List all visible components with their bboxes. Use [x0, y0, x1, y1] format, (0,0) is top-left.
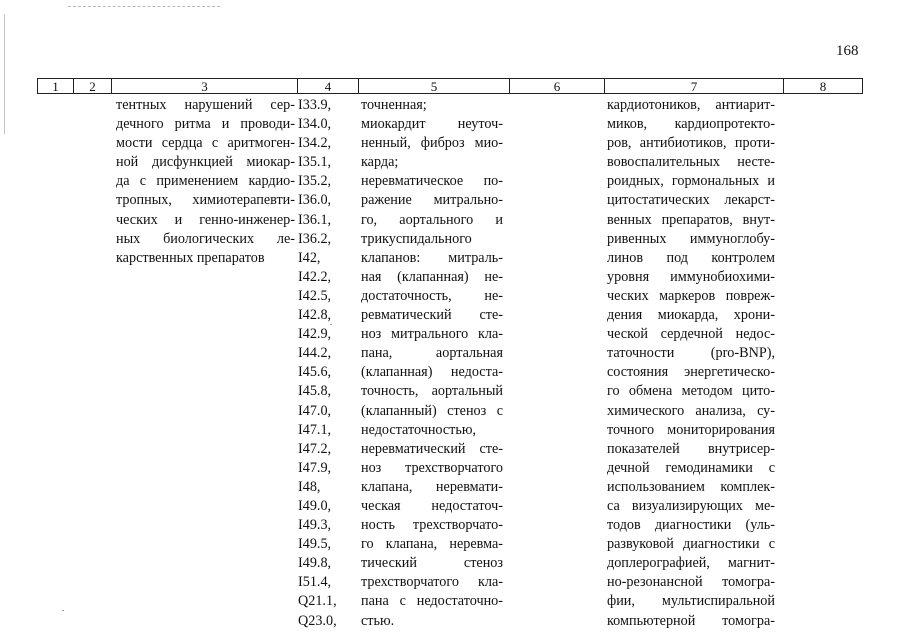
icd-code: I48, [298, 478, 321, 495]
icd-code: I47.0, [298, 402, 332, 419]
icd-code: I49.5, [298, 536, 332, 553]
text-line: клапана, неревмати- [361, 478, 503, 495]
icd-code: I33.9, [298, 97, 332, 113]
text-line: ров, антибиотиков, проти- [607, 135, 775, 152]
header-cell-7: 7 [605, 79, 784, 93]
icd-code: I34.0, [298, 116, 332, 133]
header-cell-2: 2 [74, 79, 112, 93]
column-3-text [116, 96, 295, 268]
text-line: роидных, гормональных и [607, 173, 775, 190]
text-line: венных препаратов, внут- [607, 211, 775, 228]
scan-left-edge [4, 14, 5, 134]
text-line: ческих маркеров повреж- [607, 287, 775, 304]
icd-code: I47.9, [298, 459, 332, 476]
scan-speck [62, 610, 64, 611]
text-line: развуковой диагностики с [607, 536, 775, 553]
icd-code: I47.1, [298, 421, 332, 438]
text-line: ненный, фиброз мио- [361, 135, 503, 152]
text-line: вовоспалительных несте- [607, 154, 775, 171]
text-line: достаточность, не- [361, 287, 503, 304]
text-line: са визуализирующих ме- [607, 497, 775, 514]
icd-code: I36.1, [298, 211, 332, 228]
text-line: ческой сердечной недос- [607, 326, 775, 343]
text-line: точненная; [361, 97, 427, 113]
text-line: неревматическое по- [361, 173, 503, 190]
text-line: ривенных иммуноглобу- [607, 230, 775, 247]
icd-code: I45.6, [298, 364, 332, 381]
text-line: тентных нарушений сер- [116, 97, 295, 113]
column-7-text [607, 96, 775, 631]
icd-code: I35.2, [298, 173, 332, 190]
icd-code: I44.2, [298, 345, 332, 362]
icd-code: I42.2, [298, 268, 332, 285]
text-line: дечного ритма и проводи- [116, 116, 295, 133]
text-line: кардиотоников, антиарит- [607, 97, 775, 113]
text-line: трехстворчатого кла- [361, 574, 503, 591]
text-line: тодов диагностики (уль- [607, 517, 775, 534]
text-line: (клапанная) недоста- [361, 364, 503, 381]
text-line: состояния энергетическо- [607, 364, 775, 381]
icd-code: I49.3, [298, 517, 332, 534]
icd-code: Q21.1, [298, 593, 337, 610]
icd-code: I36.2, [298, 230, 332, 247]
icd-code: I47.2, [298, 440, 332, 457]
text-line: показателей внутрисер- [607, 440, 775, 457]
scan-speck [330, 324, 332, 325]
icd-code: I42.8, [298, 307, 332, 324]
text-line: дечной гемодинамики с [607, 459, 775, 476]
text-line: мости сердца с аритмоген- [116, 135, 295, 152]
text-line: неревматический сте- [361, 440, 503, 457]
icd-code: I36.0, [298, 192, 332, 209]
text-line: использованием комплек- [607, 478, 775, 495]
text-line: ческих и генно-инженер- [116, 211, 295, 228]
text-line: доплерографией, магнит- [607, 555, 775, 572]
text-line: (клапанный) стеноз с [361, 402, 503, 419]
text-line: компьютерной томогра- [607, 612, 775, 629]
text-line: карственных препаратов [116, 249, 265, 266]
text-line: ность трехстворчато- [361, 517, 503, 534]
header-cell-6: 6 [510, 79, 605, 93]
icd-code: I45.8, [298, 383, 332, 400]
text-line: фии, мультиспиральной [607, 593, 775, 610]
text-line: дения миокарда, хрони- [607, 307, 775, 324]
text-line: миков, кардиопротекто- [607, 116, 775, 133]
text-line: ной дисфункцией миокар- [116, 154, 295, 171]
text-line: точного мониторирования [607, 421, 775, 438]
text-line: недостаточностью, [361, 421, 476, 438]
text-line: тический стеноз [361, 555, 503, 572]
column-4-codes [298, 96, 354, 631]
icd-code: I42, [298, 249, 321, 266]
icd-code: I49.8, [298, 555, 332, 572]
text-line: цитостатических лекарст- [607, 192, 775, 209]
text-line: но-резонансной томогра- [607, 574, 775, 591]
icd-code: Q23.0, [298, 612, 337, 629]
scan-top-rule [68, 6, 220, 7]
text-line: клапанов: митраль- [361, 249, 503, 266]
text-line: миокардит неуточ- [361, 116, 503, 133]
text-line: карда; [361, 154, 399, 171]
icd-code: I34.2, [298, 135, 332, 152]
text-line: уровня иммунобиохими- [607, 268, 775, 285]
header-cell-1: 1 [38, 79, 74, 93]
text-line: линов под контролем [607, 249, 775, 266]
text-line: тропных, химиотерапевти- [116, 192, 295, 209]
header-cell-5: 5 [359, 79, 510, 93]
text-line: го, аортального и [361, 211, 503, 228]
column-5-text [361, 96, 503, 631]
header-cell-3: 3 [112, 79, 298, 93]
text-line: стью. [361, 612, 395, 629]
text-line: ческая недостаточ- [361, 497, 503, 514]
text-line: таточности (pro-BNP), [607, 345, 775, 362]
icd-code: I49.0, [298, 497, 332, 514]
page-number: 168 [836, 43, 859, 59]
icd-code: I42.5, [298, 287, 332, 304]
icd-code: I51.4, [298, 574, 332, 591]
text-line: да с применением кардио- [116, 173, 295, 190]
text-line: ноз митрального кла- [361, 326, 503, 343]
text-line: ных биологических ле- [116, 230, 295, 247]
text-line: ноз трехстворчатого [361, 459, 503, 476]
text-line: точность, аортальный [361, 383, 503, 400]
text-line: пана с недостаточно- [361, 593, 503, 610]
text-line: химического анализа, су- [607, 402, 775, 419]
table-header-row [37, 78, 863, 94]
text-line: ревматический сте- [361, 307, 503, 324]
header-cell-8: 8 [819, 79, 827, 94]
text-line: го обмена методом цито- [607, 383, 775, 400]
icd-code: I35.1, [298, 154, 332, 171]
header-cell-4: 4 [298, 79, 359, 93]
text-line: пана, аортальная [361, 345, 503, 362]
text-line: ражение митрально- [361, 192, 503, 209]
text-line: го клапана, неревма- [361, 536, 503, 553]
text-line: ная (клапанная) не- [361, 268, 503, 285]
text-line: трикуспидального [361, 230, 472, 247]
icd-code: I42.9, [298, 326, 332, 343]
